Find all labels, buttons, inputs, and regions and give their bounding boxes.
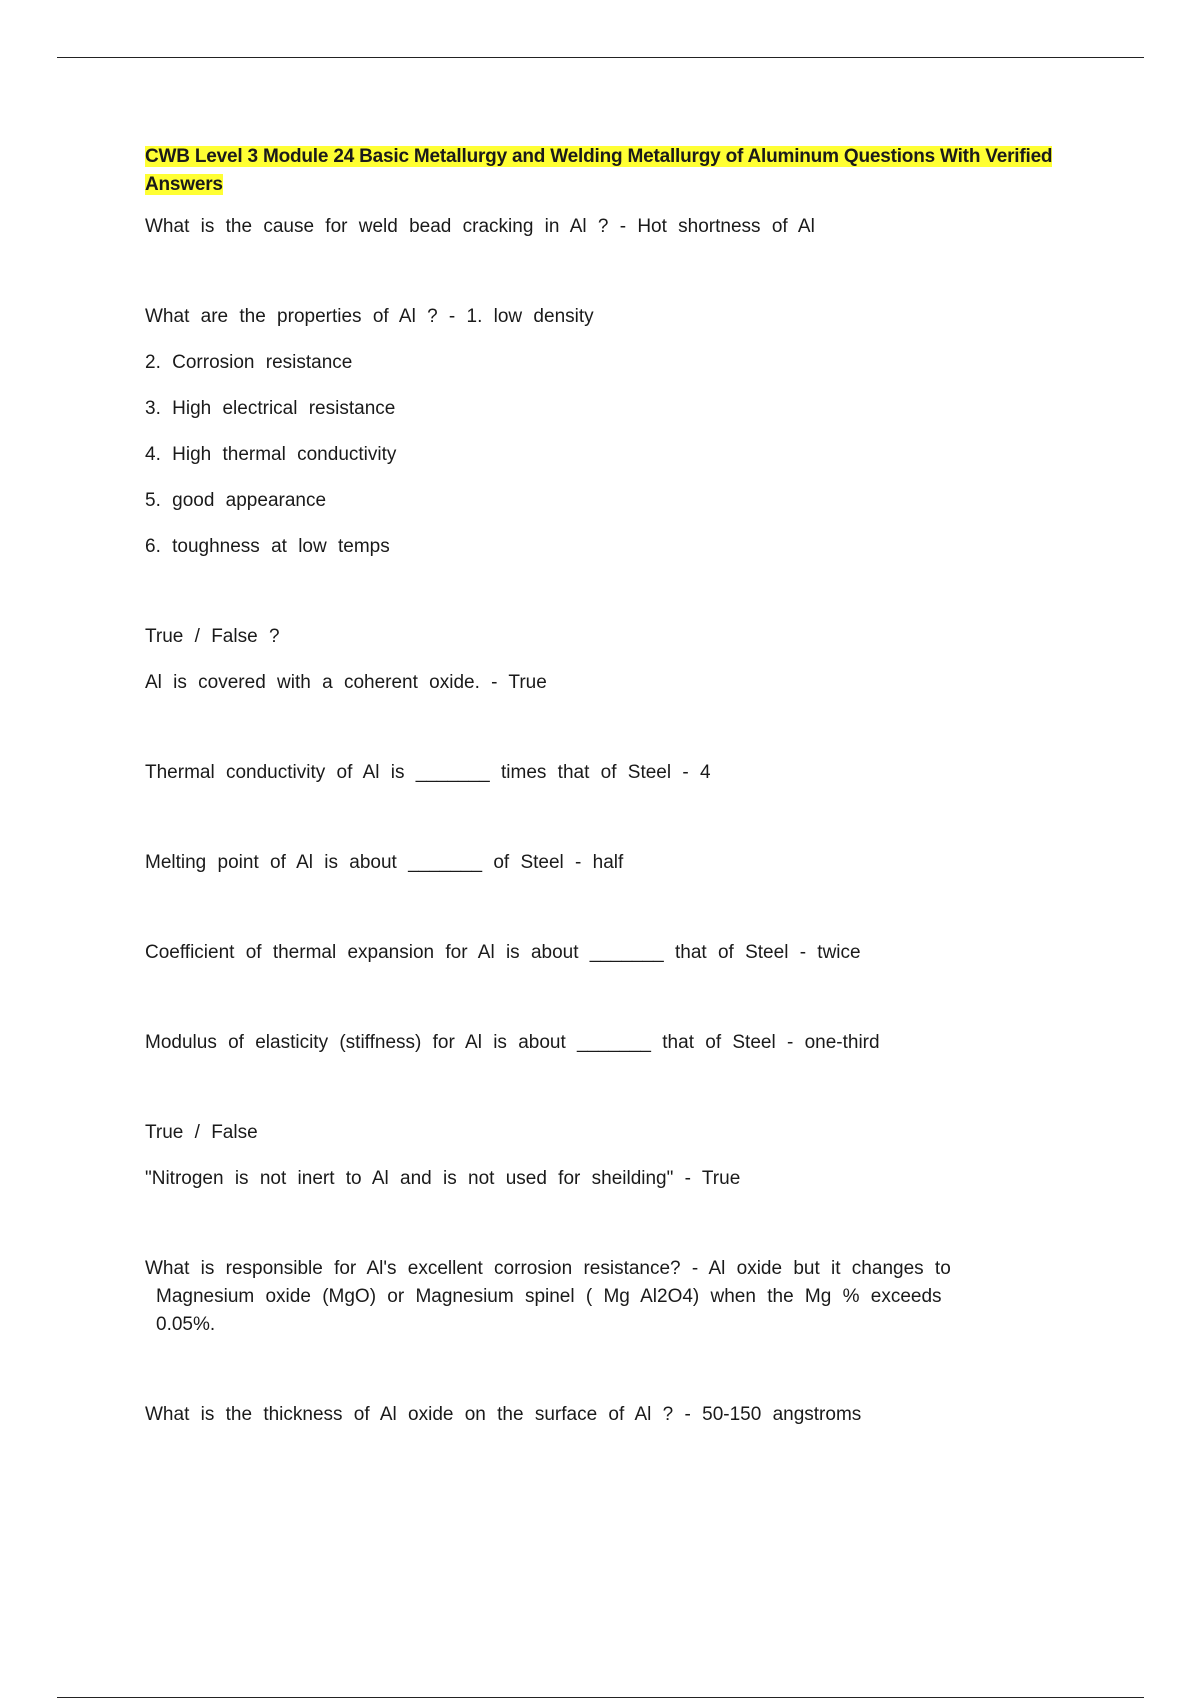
spacer [145, 715, 1065, 759]
qa-weld-bead-cracking: What is the cause for weld bead cracking in Al ? - Hot shortness of Al [145, 216, 815, 237]
qa-oxide-thickness: What is the thickness of Al oxide on the surface of Al ? - 50-150 angstroms [145, 1404, 862, 1425]
spacer [145, 895, 1065, 939]
spacer [145, 985, 1065, 1029]
true-false-prompt: True / False [145, 1122, 258, 1143]
footer-rule [57, 1697, 1144, 1698]
properties-item: 5. good appearance [145, 490, 327, 511]
properties-item: 6. toughness at low temps [145, 536, 390, 557]
qa-thermal-expansion: Coefficient of thermal expansion for Al is about _______ that of Steel - twice [145, 942, 861, 963]
spacer [145, 1211, 1065, 1255]
header-rule [57, 57, 1144, 58]
qa-corrosion-resistance [145, 1255, 1065, 1339]
qa-properties-question: What are the properties of Al ? - 1. low density [145, 306, 594, 327]
document-title-text: CWB Level 3 Module 24 Basic Metallurgy and Welding Metallurgy of Aluminum Questions With Verified Answers [145, 146, 1053, 195]
properties-item: 2. Corrosion resistance [145, 352, 353, 373]
spacer [145, 259, 1065, 303]
spacer [145, 1075, 1065, 1119]
properties-item: 4. High thermal conductivity [145, 444, 397, 465]
spacer [145, 1357, 1065, 1401]
qa-coherent-oxide: Al is covered with a coherent oxide. - True [145, 672, 547, 693]
true-false-prompt: True / False ? [145, 626, 280, 647]
document-title [145, 143, 1065, 199]
spacer [145, 805, 1065, 849]
properties-item: 3. High electrical resistance [145, 398, 396, 419]
spacer [145, 579, 1065, 623]
qa-corrosion-line: 0.05%. [156, 1314, 216, 1335]
document-body [145, 143, 1065, 1447]
qa-modulus-elasticity: Modulus of elasticity (stiffness) for Al is about _______ that of Steel - one-third [145, 1032, 880, 1053]
qa-corrosion-line: Magnesium oxide (MgO) or Magnesium spinel ( Mg Al2O4) when the Mg % exceeds [156, 1286, 942, 1307]
qa-melting-point: Melting point of Al is about _______ of Steel - half [145, 852, 624, 873]
qa-thermal-conductivity: Thermal conductivity of Al is _______ times that of Steel - 4 [145, 762, 711, 783]
qa-corrosion-line: What is responsible for Al's excellent corrosion resistance? - Al oxide but it changes to [145, 1258, 951, 1279]
qa-nitrogen-shielding: "Nitrogen is not inert to Al and is not used for sheilding" - True [145, 1168, 741, 1189]
